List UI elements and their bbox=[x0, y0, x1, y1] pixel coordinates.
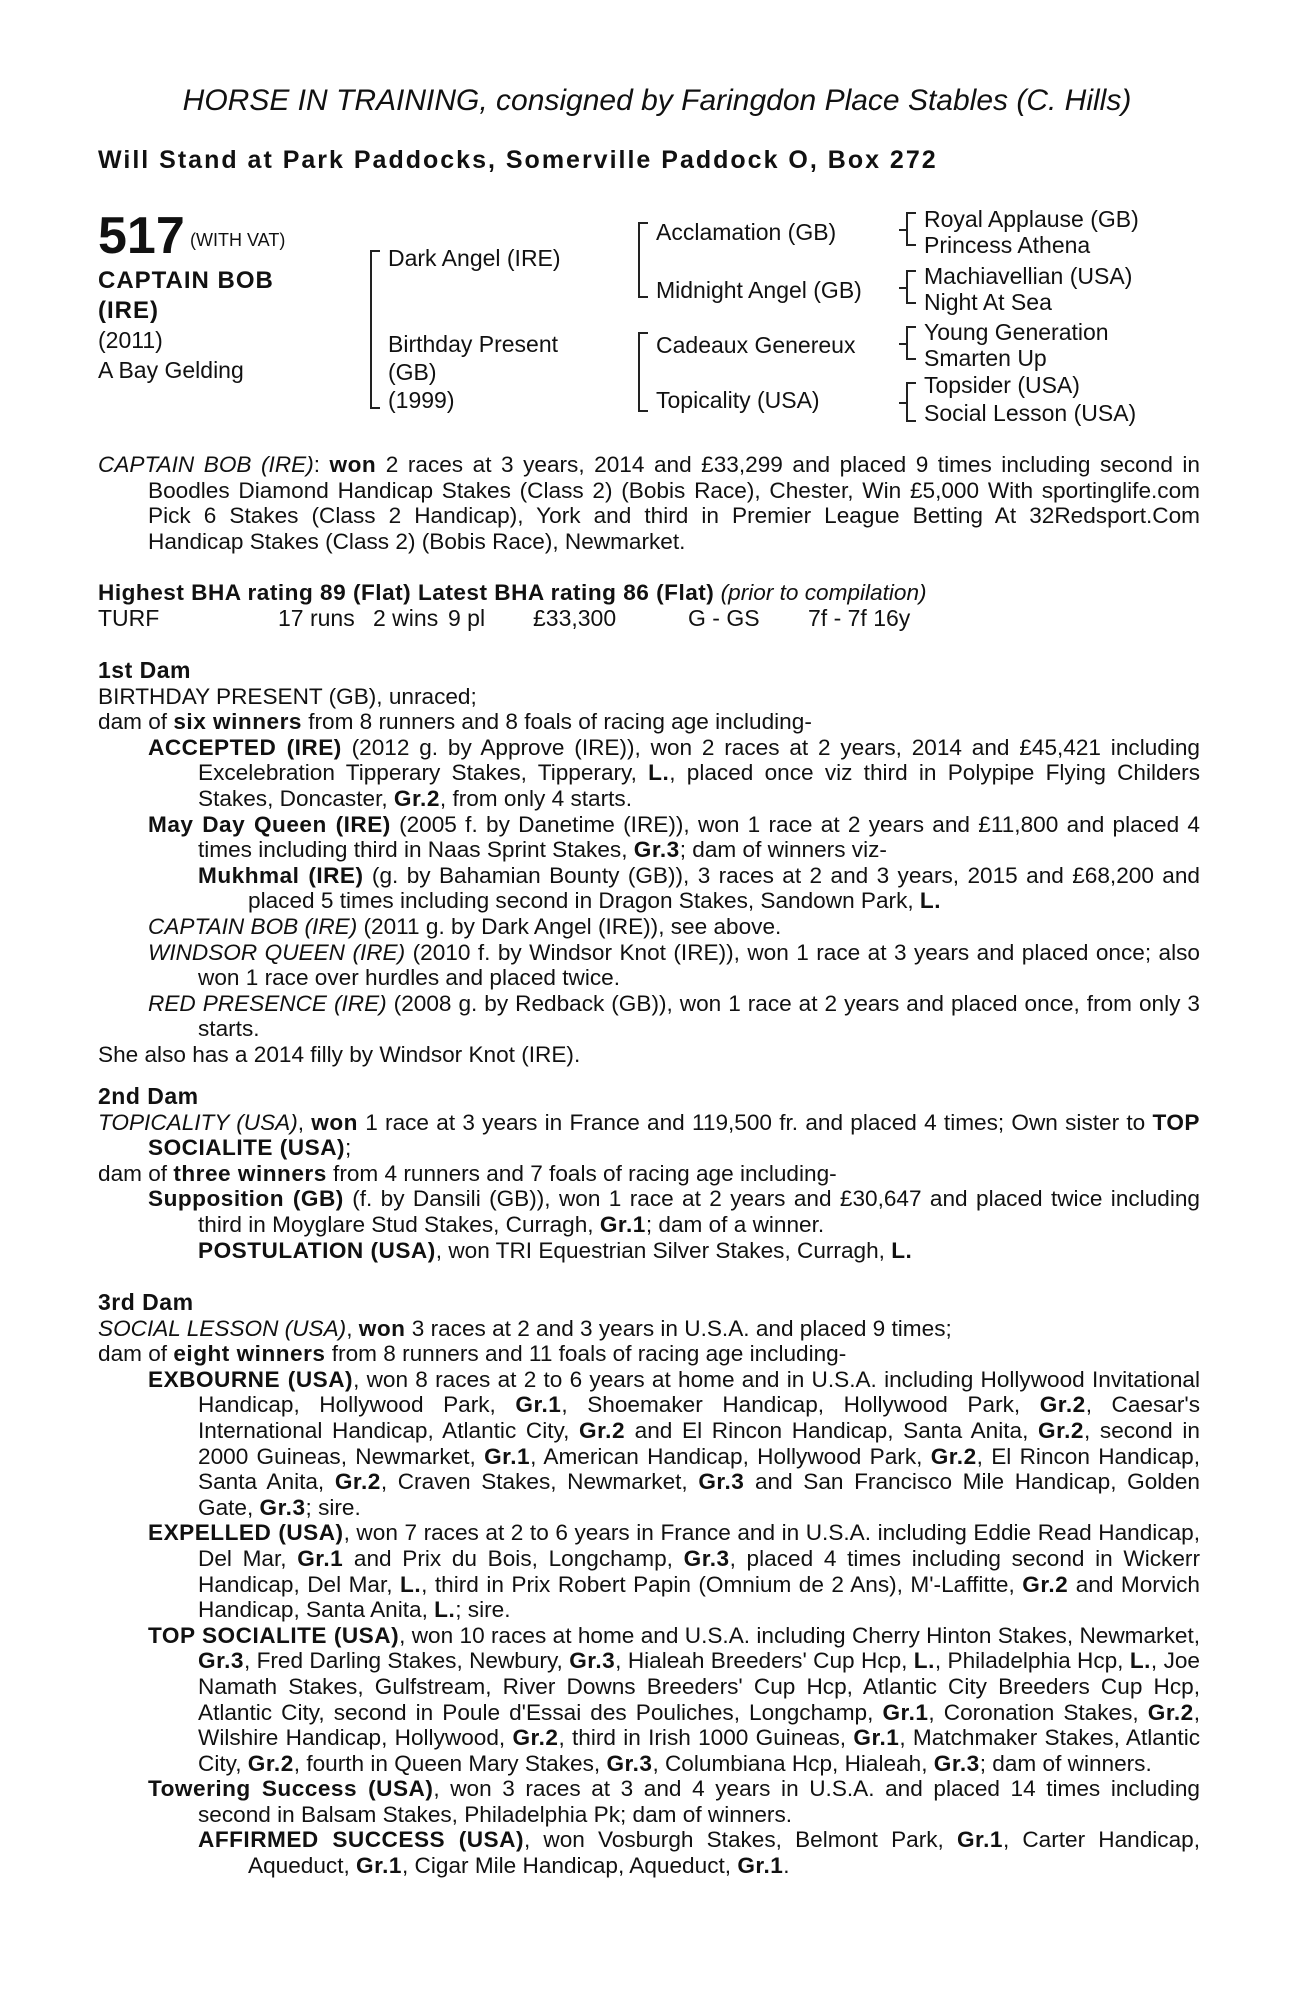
bha-rating: Highest BHA rating 89 (Flat) Latest BHA rating 86 (Flat) bbox=[98, 580, 715, 605]
form-surface: TURF bbox=[98, 604, 160, 631]
summary-paragraph bbox=[98, 452, 1200, 554]
stabling-location: Will Stand at Park Paddocks, Somerville Paddock O, Box 272 bbox=[98, 146, 938, 174]
horse-info bbox=[98, 325, 244, 385]
pedigree-bracket bbox=[906, 212, 916, 246]
pedigree-dam-origin: (GB) bbox=[388, 359, 437, 385]
summary-horse-name: CAPTAIN BOB (IRE) bbox=[98, 452, 314, 477]
pedigree-ssd: Princess Athena bbox=[924, 232, 1091, 258]
pedigree-dam-sire: Cadeaux Genereux bbox=[656, 332, 856, 358]
third-dam-heading: 3rd Dam bbox=[98, 1289, 194, 1315]
summary-won: won bbox=[329, 452, 377, 477]
third-dam-produce-summary: dam of eight winners from 8 runners and 11 foals of racing age including- bbox=[98, 1341, 847, 1367]
second-dam-line: TOPICALITY (USA), won 1 race at 3 years in France and 119,500 fr. and placed 4 times; Own sister to TOP SOCIALITE (USA); bbox=[98, 1109, 1200, 1161]
consignor-subtitle: HORSE IN TRAINING, consigned by Faringdon Place Stables (C. Hills) bbox=[182, 84, 1132, 117]
first-dam-name: BIRTHDAY PRESENT (GB), unraced; bbox=[98, 683, 477, 709]
summary-separator: : bbox=[313, 452, 330, 477]
pedigree-bracket bbox=[906, 326, 916, 360]
produce-entry: EXBOURNE (USA), won 8 races at 2 to 6 years at home and in U.S.A. including Hollywood Invitational Handicap, Hollywood Park, Gr.1, Shoemaker Handicap, Hollywood Park, Gr.2, Caesar's International Handicap, Atlantic City, Gr.2 and El Rincon Handicap, Santa Anita, Gr.2, second in 2000 Guineas, Newmarket, Gr.1, American Handicap, Hollywood Park, Gr.2, El Rincon Handicap, Santa Anita, Gr.2, Craven Stakes, Newmarket, Gr.3 and San Francisco Mile Handicap, Golden Gate, Gr.3; sire. bbox=[148, 1366, 1201, 1520]
second-dam-heading: 2nd Dam bbox=[98, 1083, 199, 1109]
form-placed: 9 pl bbox=[448, 604, 486, 631]
produce-entry: TOP SOCIALITE (USA), won 10 races at home and U.S.A. including Cherry Hinton Stakes, Newmarket, Gr.3, Fred Darling Stakes, Newbury, Gr.3, Hialeah Breeders' Cup Hcp, L., Philadelphia Hcp, L., Joe Namath Stakes, Gulfstream, River Downs Breeders' Cup Hcp, Atlantic City Breeders Cup Hcp, Atlantic City, second in Poule d'Essai des Pouliches, Longchamp, Gr.1, Coronation Stakes, Gr.2, Wilshire Handicap, Hollywood, Gr.2, third in Irish 1000 Guineas, Gr.1, Matchmaker Stakes, Atlantic City, Gr.2, fourth in Queen Mary Stakes, Gr.3, Columbiana Hcp, Hialeah, Gr.3; dam of winners. bbox=[148, 1622, 1201, 1776]
pedigree-sdd: Night At Sea bbox=[924, 289, 1052, 315]
form-wins: 2 wins bbox=[373, 604, 439, 631]
produce-entry: CAPTAIN BOB (IRE) (2011 g. by Dark Angel (IRE)), see above. bbox=[148, 913, 782, 939]
third-dam-line: SOCIAL LESSON (USA), won 3 races at 2 and 3 years in U.S.A. and placed 9 times; bbox=[98, 1315, 952, 1341]
first-dam-heading: 1st Dam bbox=[98, 657, 191, 683]
third-dam-section bbox=[98, 1290, 1200, 1879]
produce-entry: Supposition (GB) (f. by Dansili (GB)), won 1 race at 2 years and £30,647 and placed twice including third in Moyglare Stud Stakes, Curragh, Gr.1; dam of a winner. bbox=[148, 1186, 1200, 1237]
form-runs: 17 runs bbox=[278, 604, 355, 631]
pedigree-sds: Machiavellian (USA) bbox=[924, 263, 1133, 289]
produce-entry: May Day Queen (IRE) (2005 f. by Danetime (IRE)), won 1 race at 2 years and £11,800 and placed 4 times including third in Naas Sprint Stakes, Gr.3; dam of winners viz- bbox=[148, 811, 1200, 863]
pedigree-dam-name: Birthday Present bbox=[388, 331, 559, 357]
rating-line bbox=[98, 580, 1200, 606]
horse-description: A Bay Gelding bbox=[98, 357, 244, 383]
form-distance: 7f - 7f 16y bbox=[808, 604, 911, 631]
grand-produce-entry: Mukhmal (IRE) (g. by Bahamian Bounty (GB)), 3 races at 2 and 3 years, 2015 and £68,200 and placed 5 times including second in Dragon Stakes, Sandown Park, L. bbox=[198, 862, 1200, 914]
first-dam-closing-note: She also has a 2014 filly by Windsor Knot (IRE). bbox=[98, 1041, 581, 1067]
pedigree-dam-year: (1999) bbox=[388, 387, 455, 413]
pedigree-ddd: Social Lesson (USA) bbox=[924, 400, 1137, 426]
pedigree-bracket bbox=[906, 270, 916, 304]
summary-text: 2 races at 3 years, 2014 and £33,299 and placed 9 times including second in Boodles Diamond Handicap Stakes (Class 2) (Bobis Race), Chester, Win £5,000 With sportinglife.com Pick 6 Stakes (Class 2 Handicap), York and third in Premier League Betting At 32Redsport.Com Handicap Stakes (Class 2) (Bobis Race), Newmarket. bbox=[148, 452, 1200, 554]
produce-entry: Towering Success (USA), won 3 races at 3 and 4 years in U.S.A. and placed 14 times including second in Balsam Stakes, Philadelphia Pk; dam of winners. bbox=[148, 1776, 1200, 1827]
pedigree-bracket bbox=[906, 382, 916, 422]
pedigree-sire: Dark Angel (IRE) bbox=[388, 245, 561, 271]
produce-entry: ACCEPTED (IRE) (2012 g. by Approve (IRE)), won 2 races at 2 years, 2014 and £45,421 including Excelebration Tipperary Stakes, Tipperary, L., placed once viz third in Polypipe Flying Childers Stakes, Doncaster, Gr.2, from only 4 starts. bbox=[148, 734, 1200, 811]
race-summary bbox=[98, 452, 1200, 554]
pedigree-dsd: Smarten Up bbox=[924, 345, 1047, 371]
second-dam-produce-summary: dam of three winners from 4 runners and 7 foals of racing age including- bbox=[98, 1160, 837, 1186]
pedigree-bracket bbox=[638, 332, 648, 412]
pedigree-dss: Young Generation bbox=[924, 319, 1109, 345]
produce-entry: RED PRESENCE (IRE) (2008 g. by Redback (GB)), won 1 race at 2 years and placed once, from only 3 starts. bbox=[148, 990, 1200, 1042]
grand-produce-entry: AFFIRMED SUCCESS (USA), won Vosburgh Stakes, Belmont Park, Gr.1, Carter Handicap, Aqueduct, Gr.1, Cigar Mile Handicap, Aqueduct, Gr.1. bbox=[198, 1827, 1200, 1879]
pedigree-dam bbox=[388, 330, 558, 414]
pedigree-sire-sire: Acclamation (GB) bbox=[656, 219, 837, 245]
first-dam-section bbox=[98, 658, 1200, 1068]
pedigree-sire-dam: Midnight Angel (GB) bbox=[656, 277, 862, 303]
produce-entry: EXPELLED (USA), won 7 races at 2 to 6 years in France and in U.S.A. including Eddie Read Handicap, Del Mar, Gr.1 and Prix du Bois, Longchamp, Gr.3, placed 4 times including second in Wickerr Handicap, Del Mar, L., third in Prix Robert Papin (Omnium de 2 Ans), M'-Laffitte, Gr.2 and Morvich Handicap, Santa Anita, L.; sire. bbox=[148, 1520, 1201, 1623]
produce-entry: WINDSOR QUEEN (IRE) (2010 f. by Windsor Knot (IRE)), won 1 race at 3 years and placed once; also won 1 race over hurdles and placed twice. bbox=[148, 939, 1201, 991]
pedigree-dds: Topsider (USA) bbox=[924, 372, 1080, 398]
horse-name: CAPTAIN BOB (IRE) bbox=[98, 267, 274, 324]
second-dam-section bbox=[98, 1084, 1200, 1263]
form-going: G - GS bbox=[688, 604, 760, 631]
form-row bbox=[98, 606, 1200, 632]
lot-number: 517 bbox=[98, 207, 185, 265]
foaling-year: (2011) bbox=[98, 327, 163, 353]
pedigree-sss: Royal Applause (GB) bbox=[924, 206, 1139, 232]
rating-note: (prior to compilation) bbox=[714, 580, 927, 605]
rating-section bbox=[98, 580, 1200, 631]
form-earnings: £33,300 bbox=[533, 604, 617, 631]
pedigree-bracket bbox=[638, 222, 648, 298]
grand-produce-entry: POSTULATION (USA), won TRI Equestrian Silver Stakes, Curragh, L. bbox=[198, 1237, 913, 1263]
pedigree-dam-dam: Topicality (USA) bbox=[656, 387, 820, 413]
first-dam-produce-summary: dam of six winners from 8 runners and 8 foals of racing age including- bbox=[98, 709, 812, 735]
vat-note: (WITH VAT) bbox=[190, 230, 286, 250]
pedigree-bracket bbox=[370, 250, 380, 409]
